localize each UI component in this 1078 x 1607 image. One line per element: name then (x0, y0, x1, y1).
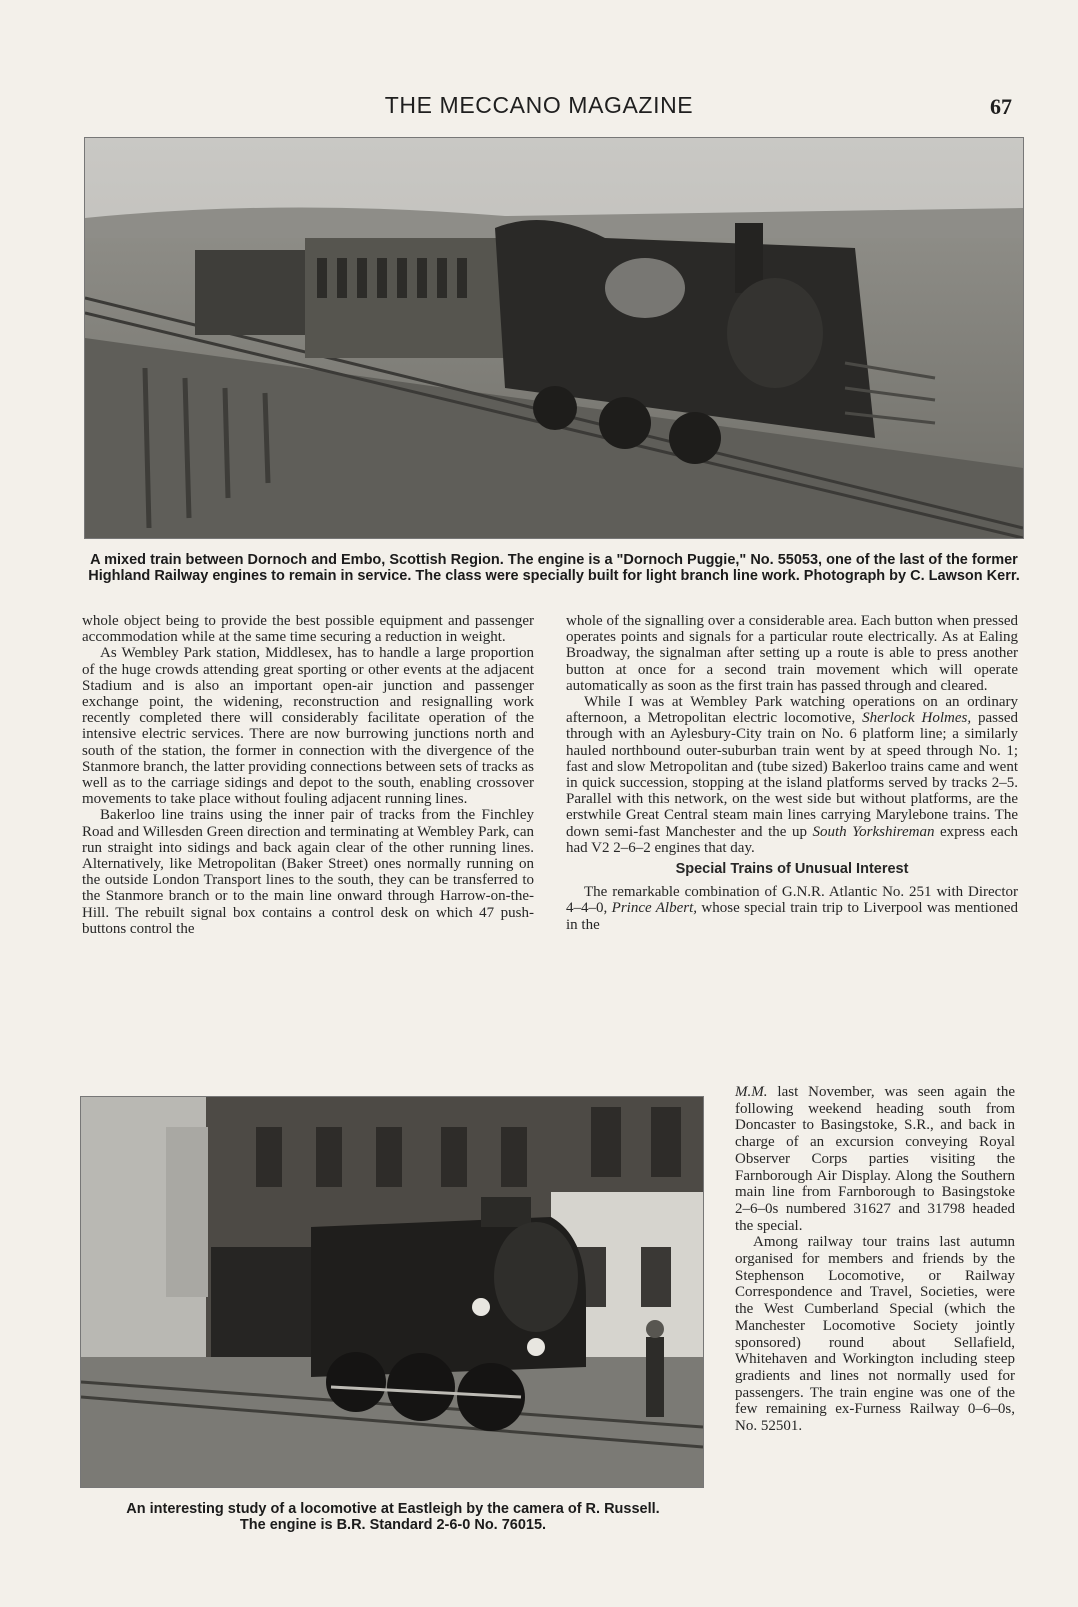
photo-mixed-train-image (85, 138, 1023, 538)
caption-line: The engine is B.R. Standard 2-6-0 No. 76015. (239, 1517, 547, 1533)
paragraph: M.M. last November, was seen again the following weekend heading south from Doncaster to Basingstoke, S.R., and back in charge of an excursion conveying Royal Observer Corps parties visiting the Farnborough Air Display. Along the Southern main line from Farnborough to Basingstoke 2–6–0s numbered 31627 and 31798 headed the special. (735, 1084, 1015, 1234)
photo-eastleigh-locomotive-image (81, 1097, 703, 1487)
paragraph: Bakerloo line trains using the inner pair of tracks from the Finchley Road and Willesden Green direction and terminating at Wembley Park, can run straight into sidings and back again clear of the other running lines. Alternatively, like Metropolitan (Baker Street) ones normally running on the outside London Transport lines to the south, they can be transferred to the Stanmore branch or to the main line onward through Harrow-on-the-Hill. The rebuilt signal box contains a control desk on which 47 push-buttons control the (82, 807, 534, 937)
paragraph: whole object being to provide the best possible equipment and passenger accommodation while at the same time securing a reduction in weight. (82, 613, 534, 646)
paragraph: As Wembley Park station, Middlesex, has to handle a large proportion of the huge crowds attending great sporting or other events at the adjacent Stadium and is also an important open-air junction and passenger exchange point, the widening, reconstruction and resignalling work recently completed there will considerably facilitate operation of the intensive electric services. There are now burrowing junctions north and south of the station, the former in connection with the divergence of the Stanmore branch, the latter providing connections between sets of tracks as well as to the carriage sidings and depot to the south, enabling crossover movements to take place without fouling adjacent running lines. (82, 645, 534, 808)
page-number: 67 (990, 94, 1012, 119)
caption-line: An interesting study of a locomotive at Eastleigh by the camera of R. Russell. (126, 1501, 660, 1517)
photo-caption-top: A mixed train between Dornoch and Embo, Scottish Region. The engine is a "Dornoch Puggie," No. 55053, one of the last of the former Highland Railway engines to remain in service. The class were specially built for light branch line work. Photograph by C. Lawson Kerr. (88, 552, 1020, 584)
article-column-left (82, 613, 534, 937)
section-heading: Special Trains of Unusual Interest (675, 861, 909, 878)
photo-mixed-train (84, 137, 1024, 539)
photo-eastleigh-locomotive (80, 1096, 704, 1488)
article-column-narrow (735, 1084, 1015, 1435)
paragraph: The remarkable combination of G.N.R. Atlantic No. 251 with Director 4–4–0, Prince Albert, whose special train trip to Liverpool was mentioned in the (566, 884, 1018, 933)
paragraph: whole of the signalling over a considerable area. Each button when pressed operates points and signals for a particular route electrically. As at Ealing Broadway, the signalman after setting up a route is able to press another button at once for a second train movement which will operate automatically as soon as the first train has passed through and cleared. (566, 613, 1018, 694)
magazine-title: THE MECCANO MAGAZINE (384, 92, 694, 118)
paragraph: While I was at Wembley Park watching operations on an ordinary afternoon, a Metropolitan electric locomotive, Sherlock Holmes, passed through with an Aylesbury-City train on No. 6 platform line; a similarly hauled northbound outer-suburban train went by at speed through No. 1; fast and slow Metropolitan and (tube sized) Bakerloo trains came and went in quick succession, stopping at the island platforms served by tracks 2–5. Parallel with this network, on the west side but without platforms, are the erstwhile Great Central steam main lines carrying Marylebone trains. The down semi-fast Manchester and the up South Yorkshireman express each had V2 2–6–2 engines that day. (566, 694, 1018, 856)
paragraph: Among railway tour trains last autumn organised for members and friends by the Stephenson Locomotive, or Railway Correspondence and Travel, Societies, were the West Cumberland Special (which the Manchester Locomotive Society jointly sponsored) round about Sellafield, Whitehaven and Workington including steep gradients and lines not normally used for passengers. The train engine was one of the few remaining ex-Furness Railway 0–6–0s, No. 52501. (735, 1234, 1015, 1435)
article-column-right (566, 613, 1018, 933)
photo-caption-bottom (70, 1501, 716, 1533)
